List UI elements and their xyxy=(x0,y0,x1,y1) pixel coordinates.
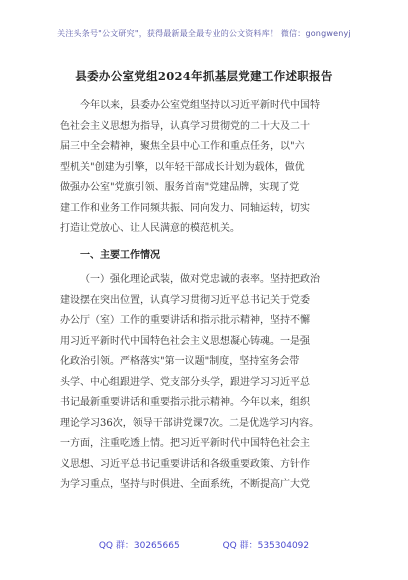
section-heading: 一、主要工作情况 xyxy=(80,249,160,261)
paragraph-line: 建设摆在突出位置，认真学习贯彻习近平总书记关于党委 xyxy=(60,294,310,306)
qq-group-right: QQ 群：535304092 xyxy=(222,541,310,551)
paragraph-line: 今年以来，县委办公室党组坚持以习近平新时代中国特 xyxy=(80,100,320,111)
footer-banner xyxy=(0,538,408,551)
document-title: 县委办公室党组2024年抓基层党建工作述职报告 xyxy=(75,69,333,83)
paragraph-line: 用习近平新时代中国特色社会主义思想凝心铸魂。一是强 xyxy=(60,335,310,347)
paragraph-line: 头学、中心组跟进学、党支部分头学，跟进学习习近平总 xyxy=(60,376,310,388)
paragraph-line: 建工作和业务工作同频共振、同向发力、同轴运转，切实 xyxy=(60,202,310,214)
paragraph-line: 理论学习36次，领导干部讲党课7次。二是优选学习内容。 xyxy=(60,417,320,429)
paragraph-line: 办公厅（室）工作的重要讲话和指示批示精神，坚持不懈 xyxy=(60,315,310,326)
paragraph-line: 书记最新重要讲话和重要指示批示精神。今年以来，组织 xyxy=(60,397,310,408)
top-banner: 关注头条号"公文研究"，获得最新最全最专业的公文资料库！ 微信：gongwenyj xyxy=(57,29,351,38)
document-body xyxy=(60,96,348,496)
paragraph-line: 打造让党放心、让人民满意的模范机关。 xyxy=(60,223,240,234)
paragraph-line: 一方面，注重吃透上情。把习近平新时代中国特色社会主 xyxy=(60,438,310,449)
paragraph-line: 做强办公室"党旗引领、服务首南"党建品牌，实现了党 xyxy=(60,182,300,193)
paragraph-line: 为学习重点，坚持与时俱进、全面系统，不断提高广大党 xyxy=(60,479,310,490)
paragraph-line: 化政治引领。严格落实"第一议题"制度，坚持室务会带 xyxy=(60,356,300,367)
paragraph-line: （一）强化理论武装，做对党忠诚的表率。坚持把政治 xyxy=(80,274,320,285)
paragraph-line: 义思想、习近平总书记重要讲话和各级重要政策、方针作 xyxy=(60,458,310,470)
qq-group-left: QQ 群：30265665 xyxy=(98,541,180,551)
paragraph-line: 届三中全会精神，聚焦全县中心工作和重点任务，以"六 xyxy=(60,141,305,152)
paragraph-line: 型机关"创建为引擎，以年轻干部成长计划为载体，做优 xyxy=(60,161,305,173)
paragraph-line: 色社会主义思想为指导，认真学习贯彻党的二十大及二十 xyxy=(60,120,310,132)
